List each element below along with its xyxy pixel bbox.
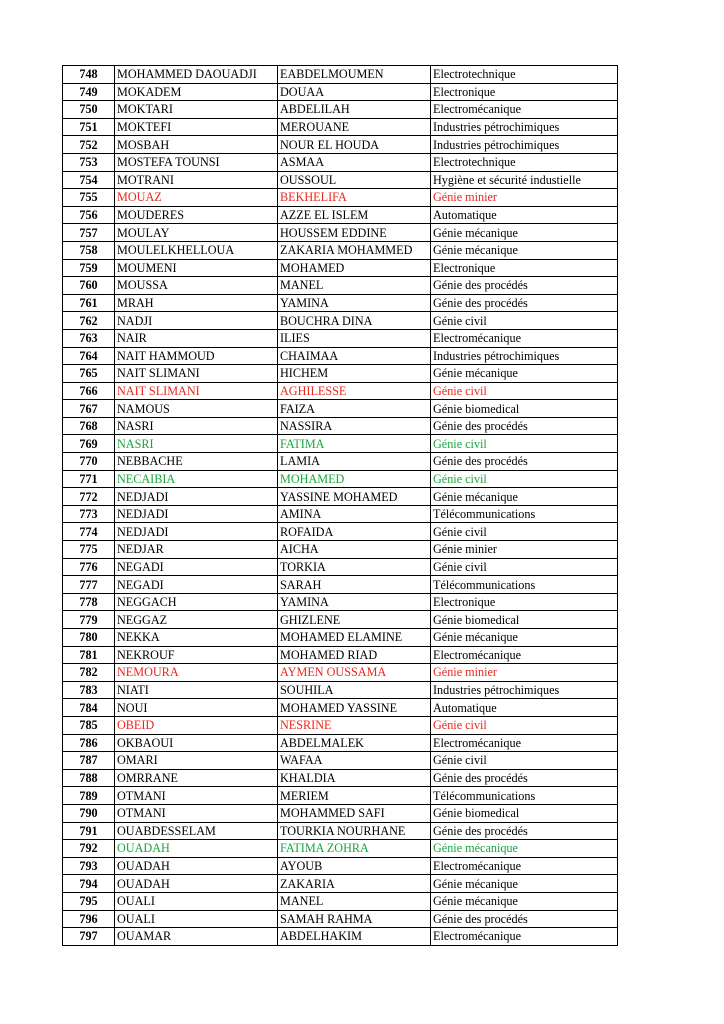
row-number: 771	[63, 470, 115, 488]
first-name-cell: NOUR EL HOUDA	[278, 136, 431, 154]
row-number: 773	[63, 505, 115, 523]
row-number: 789	[63, 787, 115, 805]
last-name-cell: NEKROUF	[115, 646, 278, 664]
first-name-cell: EABDELMOUMEN	[278, 66, 431, 84]
row-number: 780	[63, 629, 115, 647]
specialty-cell: Génie biomedical	[431, 804, 618, 822]
specialty-cell: Génie des procédés	[431, 769, 618, 787]
row-number: 749	[63, 83, 115, 101]
last-name-cell: NEMOURA	[115, 664, 278, 682]
specialty-cell: Electrotechnique	[431, 153, 618, 171]
specialty-cell: Génie civil	[431, 558, 618, 576]
table-row	[63, 470, 618, 488]
first-name-cell: ASMAA	[278, 153, 431, 171]
table-row	[63, 83, 618, 101]
last-name-cell: OUALI	[115, 910, 278, 928]
specialty-cell: Génie des procédés	[431, 453, 618, 471]
first-name-cell: YASSINE MOHAMED	[278, 488, 431, 506]
row-number: 791	[63, 822, 115, 840]
table-row	[63, 224, 618, 242]
first-name-cell: BEKHELIFA	[278, 189, 431, 207]
row-number: 760	[63, 277, 115, 295]
last-name-cell: OMARI	[115, 752, 278, 770]
table-row	[63, 400, 618, 418]
row-number: 781	[63, 646, 115, 664]
first-name-cell: MEROUANE	[278, 118, 431, 136]
first-name-cell: ABDELMALEK	[278, 734, 431, 752]
row-number: 794	[63, 875, 115, 893]
first-name-cell: YAMINA	[278, 593, 431, 611]
table-row	[63, 769, 618, 787]
row-number: 751	[63, 118, 115, 136]
specialty-cell: Génie mécanique	[431, 224, 618, 242]
first-name-cell: SAMAH RAHMA	[278, 910, 431, 928]
first-name-cell: MOHAMED	[278, 470, 431, 488]
first-name-cell: ZAKARIA MOHAMMED	[278, 241, 431, 259]
row-number: 784	[63, 699, 115, 717]
first-name-cell: ZAKARIA	[278, 875, 431, 893]
first-name-cell: GHIZLENE	[278, 611, 431, 629]
specialty-cell: Télécommunications	[431, 787, 618, 805]
specialty-cell: Electronique	[431, 259, 618, 277]
last-name-cell: MOHAMMED DAOUADJI	[115, 66, 278, 84]
last-name-cell: MOUDERES	[115, 206, 278, 224]
table-row	[63, 523, 618, 541]
specialty-cell: Génie mécanique	[431, 840, 618, 858]
row-number: 763	[63, 329, 115, 347]
specialty-cell: Electromécanique	[431, 734, 618, 752]
last-name-cell: MOULAY	[115, 224, 278, 242]
table-row	[63, 153, 618, 171]
last-name-cell: NAIR	[115, 329, 278, 347]
table-row	[63, 664, 618, 682]
table-row	[63, 822, 618, 840]
row-number: 761	[63, 294, 115, 312]
specialty-cell: Electronique	[431, 83, 618, 101]
row-number: 768	[63, 417, 115, 435]
table-row	[63, 259, 618, 277]
specialty-cell: Hygiène et sécurité industielle	[431, 171, 618, 189]
first-name-cell: DOUAA	[278, 83, 431, 101]
first-name-cell: OUSSOUL	[278, 171, 431, 189]
specialty-cell: Electromécanique	[431, 928, 618, 946]
specialty-cell: Télécommunications	[431, 576, 618, 594]
last-name-cell: NEDJAR	[115, 541, 278, 559]
last-name-cell: OUABDESSELAM	[115, 822, 278, 840]
specialty-cell: Génie minier	[431, 189, 618, 207]
specialty-cell: Génie mécanique	[431, 892, 618, 910]
last-name-cell: NEDJADI	[115, 505, 278, 523]
last-name-cell: OTMANI	[115, 787, 278, 805]
last-name-cell: NEKKA	[115, 629, 278, 647]
specialty-cell: Génie minier	[431, 664, 618, 682]
specialty-cell: Génie civil	[431, 716, 618, 734]
table-row	[63, 277, 618, 295]
table-row	[63, 488, 618, 506]
row-number: 752	[63, 136, 115, 154]
table-row	[63, 752, 618, 770]
last-name-cell: NAIT HAMMOUD	[115, 347, 278, 365]
table-row	[63, 382, 618, 400]
last-name-cell: NEBBACHE	[115, 453, 278, 471]
row-number: 759	[63, 259, 115, 277]
last-name-cell: MOUAZ	[115, 189, 278, 207]
table-row	[63, 347, 618, 365]
last-name-cell: NASRI	[115, 435, 278, 453]
first-name-cell: MOHAMED	[278, 259, 431, 277]
table-row	[63, 417, 618, 435]
specialty-cell: Génie biomedical	[431, 400, 618, 418]
table-row	[63, 629, 618, 647]
row-number: 769	[63, 435, 115, 453]
first-name-cell: MOHAMED YASSINE	[278, 699, 431, 717]
row-number: 758	[63, 241, 115, 259]
last-name-cell: NASRI	[115, 417, 278, 435]
table-row	[63, 118, 618, 136]
table-row	[63, 892, 618, 910]
specialty-cell: Génie des procédés	[431, 822, 618, 840]
last-name-cell: MOKTARI	[115, 101, 278, 119]
first-name-cell: MOHAMED RIAD	[278, 646, 431, 664]
specialty-cell: Génie des procédés	[431, 277, 618, 295]
first-name-cell: HOUSSEM EDDINE	[278, 224, 431, 242]
row-number: 767	[63, 400, 115, 418]
table-row	[63, 716, 618, 734]
row-number: 782	[63, 664, 115, 682]
last-name-cell: OMRRANE	[115, 769, 278, 787]
first-name-cell: NESRINE	[278, 716, 431, 734]
first-name-cell: HICHEM	[278, 365, 431, 383]
first-name-cell: ABDELILAH	[278, 101, 431, 119]
first-name-cell: MOHAMMED SAFI	[278, 804, 431, 822]
first-name-cell: AMINA	[278, 505, 431, 523]
first-name-cell: AZZE EL ISLEM	[278, 206, 431, 224]
table-row	[63, 576, 618, 594]
specialty-cell: Génie civil	[431, 435, 618, 453]
specialty-cell: Génie biomedical	[431, 611, 618, 629]
table-row	[63, 734, 618, 752]
first-name-cell: YAMINA	[278, 294, 431, 312]
table-row	[63, 558, 618, 576]
specialty-cell: Electronique	[431, 593, 618, 611]
specialty-cell: Génie civil	[431, 382, 618, 400]
table-row	[63, 189, 618, 207]
last-name-cell: MOULELKHELLOUA	[115, 241, 278, 259]
table-row	[63, 928, 618, 946]
specialty-cell: Industries pétrochimiques	[431, 347, 618, 365]
table-row	[63, 136, 618, 154]
table-row	[63, 365, 618, 383]
first-name-cell: ILIES	[278, 329, 431, 347]
table-row	[63, 857, 618, 875]
specialty-cell: Génie minier	[431, 541, 618, 559]
last-name-cell: NEDJADI	[115, 488, 278, 506]
row-number: 755	[63, 189, 115, 207]
last-name-cell: OTMANI	[115, 804, 278, 822]
first-name-cell: ROFAIDA	[278, 523, 431, 541]
specialty-cell: Génie des procédés	[431, 417, 618, 435]
row-number: 777	[63, 576, 115, 594]
table-row	[63, 804, 618, 822]
specialty-cell: Industries pétrochimiques	[431, 118, 618, 136]
table-row	[63, 312, 618, 330]
last-name-cell: OBEID	[115, 716, 278, 734]
table-row	[63, 541, 618, 559]
last-name-cell: NAMOUS	[115, 400, 278, 418]
row-number: 787	[63, 752, 115, 770]
row-number: 786	[63, 734, 115, 752]
specialty-cell: Automatique	[431, 206, 618, 224]
row-number: 793	[63, 857, 115, 875]
first-name-cell: MANEL	[278, 277, 431, 295]
first-name-cell: MOHAMED ELAMINE	[278, 629, 431, 647]
row-number: 788	[63, 769, 115, 787]
last-name-cell: NADJI	[115, 312, 278, 330]
first-name-cell: KHALDIA	[278, 769, 431, 787]
last-name-cell: NEDJADI	[115, 523, 278, 541]
first-name-cell: AYOUB	[278, 857, 431, 875]
last-name-cell: MRAH	[115, 294, 278, 312]
table-row	[63, 453, 618, 471]
row-number: 762	[63, 312, 115, 330]
row-number: 765	[63, 365, 115, 383]
first-name-cell: MERIEM	[278, 787, 431, 805]
last-name-cell: OUADAH	[115, 857, 278, 875]
specialty-cell: Génie civil	[431, 312, 618, 330]
last-name-cell: NECAIBIA	[115, 470, 278, 488]
specialty-cell: Industries pétrochimiques	[431, 136, 618, 154]
first-name-cell: FAIZA	[278, 400, 431, 418]
row-number: 778	[63, 593, 115, 611]
table-row	[63, 206, 618, 224]
row-number: 776	[63, 558, 115, 576]
last-name-cell: OUAMAR	[115, 928, 278, 946]
first-name-cell: FATIMA ZOHRA	[278, 840, 431, 858]
last-name-cell: OKBAOUI	[115, 734, 278, 752]
table-row	[63, 435, 618, 453]
specialty-cell: Génie civil	[431, 523, 618, 541]
first-name-cell: AICHA	[278, 541, 431, 559]
specialty-cell: Génie civil	[431, 470, 618, 488]
row-number: 772	[63, 488, 115, 506]
table-row	[63, 611, 618, 629]
specialty-cell: Génie mécanique	[431, 629, 618, 647]
specialty-cell: Génie mécanique	[431, 365, 618, 383]
specialty-cell: Génie mécanique	[431, 875, 618, 893]
first-name-cell: AGHILESSE	[278, 382, 431, 400]
row-number: 785	[63, 716, 115, 734]
specialty-cell: Génie civil	[431, 752, 618, 770]
first-name-cell: ABDELHAKIM	[278, 928, 431, 946]
last-name-cell: NOUI	[115, 699, 278, 717]
specialty-cell: Génie mécanique	[431, 241, 618, 259]
row-number: 783	[63, 681, 115, 699]
table-row	[63, 593, 618, 611]
last-name-cell: OUADAH	[115, 840, 278, 858]
row-number: 795	[63, 892, 115, 910]
last-name-cell: NAIT SLIMANI	[115, 365, 278, 383]
table-row	[63, 646, 618, 664]
table-row	[63, 171, 618, 189]
row-number: 775	[63, 541, 115, 559]
table-row	[63, 699, 618, 717]
table-row	[63, 66, 618, 84]
first-name-cell: NASSIRA	[278, 417, 431, 435]
last-name-cell: NIATI	[115, 681, 278, 699]
last-name-cell: NEGGAZ	[115, 611, 278, 629]
specialty-cell: Electromécanique	[431, 646, 618, 664]
specialty-cell: Electromécanique	[431, 101, 618, 119]
row-number: 748	[63, 66, 115, 84]
row-number: 796	[63, 910, 115, 928]
table-row	[63, 505, 618, 523]
specialty-cell: Electromécanique	[431, 329, 618, 347]
first-name-cell: SOUHILA	[278, 681, 431, 699]
last-name-cell: OUADAH	[115, 875, 278, 893]
row-number: 774	[63, 523, 115, 541]
table-row	[63, 681, 618, 699]
table-row	[63, 101, 618, 119]
specialty-cell: Electromécanique	[431, 857, 618, 875]
first-name-cell: CHAIMAA	[278, 347, 431, 365]
row-number: 757	[63, 224, 115, 242]
row-number: 797	[63, 928, 115, 946]
last-name-cell: NEGGACH	[115, 593, 278, 611]
specialty-cell: Automatique	[431, 699, 618, 717]
first-name-cell: LAMIA	[278, 453, 431, 471]
last-name-cell: NEGADI	[115, 558, 278, 576]
row-number: 750	[63, 101, 115, 119]
last-name-cell: OUALI	[115, 892, 278, 910]
table-row	[63, 840, 618, 858]
last-name-cell: MOTRANI	[115, 171, 278, 189]
first-name-cell: BOUCHRA DINA	[278, 312, 431, 330]
first-name-cell: FATIMA	[278, 435, 431, 453]
row-number: 753	[63, 153, 115, 171]
student-list-table	[62, 65, 618, 946]
last-name-cell: MOKADEM	[115, 83, 278, 101]
row-number: 764	[63, 347, 115, 365]
table-row	[63, 294, 618, 312]
table-body	[63, 66, 618, 946]
first-name-cell: TOURKIA NOURHANE	[278, 822, 431, 840]
last-name-cell: NEGADI	[115, 576, 278, 594]
first-name-cell: AYMEN OUSSAMA	[278, 664, 431, 682]
row-number: 766	[63, 382, 115, 400]
specialty-cell: Génie des procédés	[431, 294, 618, 312]
last-name-cell: MOKTEFI	[115, 118, 278, 136]
row-number: 756	[63, 206, 115, 224]
table-row	[63, 787, 618, 805]
table-row	[63, 910, 618, 928]
last-name-cell: MOUMENI	[115, 259, 278, 277]
first-name-cell: SARAH	[278, 576, 431, 594]
last-name-cell: MOUSSA	[115, 277, 278, 295]
table-row	[63, 241, 618, 259]
first-name-cell: WAFAA	[278, 752, 431, 770]
row-number: 770	[63, 453, 115, 471]
row-number: 754	[63, 171, 115, 189]
table-row	[63, 875, 618, 893]
first-name-cell: MANEL	[278, 892, 431, 910]
row-number: 779	[63, 611, 115, 629]
row-number: 792	[63, 840, 115, 858]
specialty-cell: Télécommunications	[431, 505, 618, 523]
specialty-cell: Génie des procédés	[431, 910, 618, 928]
last-name-cell: MOSBAH	[115, 136, 278, 154]
specialty-cell: Génie mécanique	[431, 488, 618, 506]
last-name-cell: MOSTEFA TOUNSI	[115, 153, 278, 171]
row-number: 790	[63, 804, 115, 822]
last-name-cell: NAIT SLIMANI	[115, 382, 278, 400]
table-row	[63, 329, 618, 347]
first-name-cell: TORKIA	[278, 558, 431, 576]
specialty-cell: Electrotechnique	[431, 66, 618, 84]
specialty-cell: Industries pétrochimiques	[431, 681, 618, 699]
